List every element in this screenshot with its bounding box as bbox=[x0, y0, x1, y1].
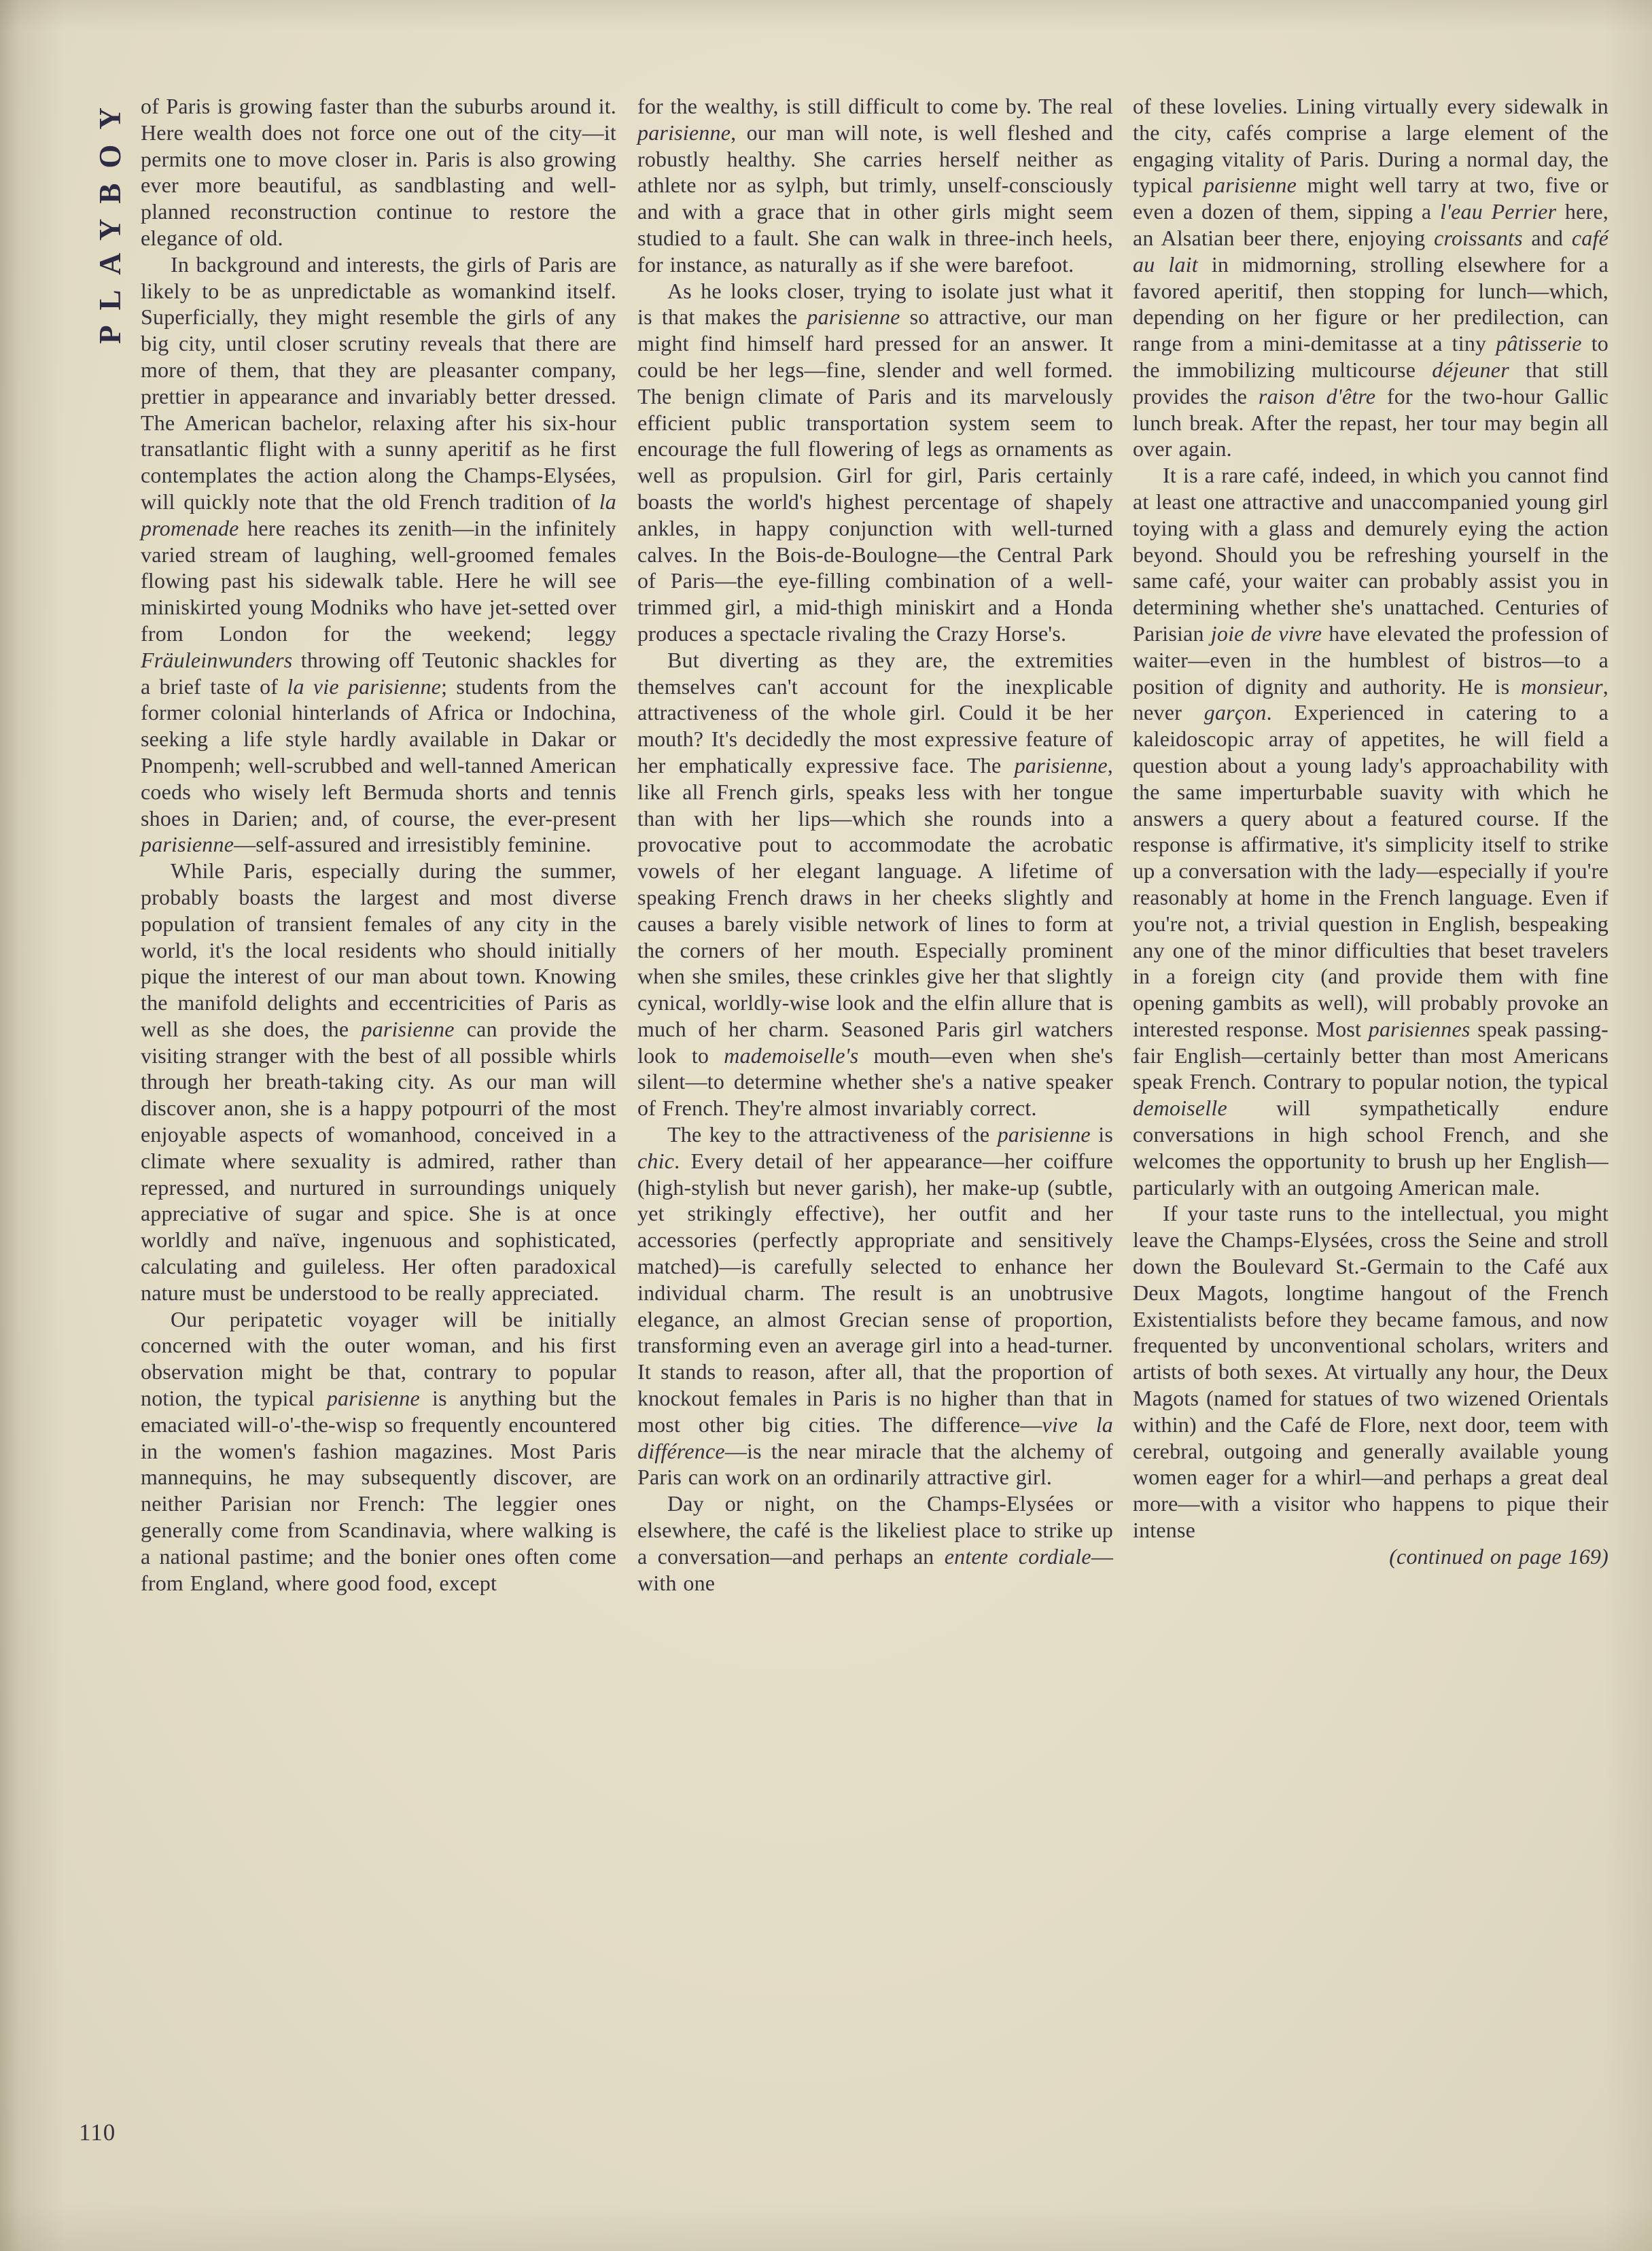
paragraph bbox=[637, 1121, 1113, 1490]
text-segment: in midmorning, strolling elsewhere for a favored aperitif, then stopping for lunch—which, depending on her figure or her predilection, can range from a mini-demitasse at a tiny bbox=[1133, 251, 1609, 356]
text-segment: It is a rare café, indeed, in which you cannot find at least one attractive and unaccompanied young girl toying with a glass and demurely eying the action beyond. Should you be refreshing yourself in the same café, your waiter can probably assist you in determining whether she's unattached. Centuries of Parisian bbox=[1133, 463, 1609, 646]
text-segment: déjeuner bbox=[1432, 357, 1509, 382]
text-segment: demoiselle bbox=[1133, 1096, 1227, 1121]
text-segment: Fräuleinwunders bbox=[141, 647, 293, 672]
text-segment: for the two-hour Gallic lunch break. After the repast, her tour may begin all over again. bbox=[1133, 383, 1609, 461]
text-segment: Day or night, on the Champs-Elysées or elsewhere, the café is the likeliest place to strike up a conversation—and perhaps an bbox=[637, 1491, 1113, 1569]
text-segment: But diverting as they are, the extremities themselves can't account for the inexplicable attractiveness of the whole girl. Could it be her mouth? It's decidedly the most expressive feature of her emphatically expressive face. The bbox=[637, 647, 1113, 778]
paragraph bbox=[141, 858, 616, 1306]
text-segment: is bbox=[1090, 1122, 1113, 1147]
paragraph bbox=[1133, 1200, 1609, 1543]
paragraph bbox=[1133, 93, 1609, 462]
text-segment: café au lait bbox=[1133, 225, 1609, 277]
text-segment: monsieur bbox=[1521, 674, 1603, 699]
text-segment: of these lovelies. Lining virtually every sidewalk in the city, cafés comprise a large element of the engaging vitality of Paris. During a normal day, the typical bbox=[1133, 94, 1609, 198]
magazine-spine-label: PLAYBOY bbox=[93, 92, 127, 344]
text-segment: , our man will note, is well fleshed and robustly healthy. She carries herself neither as athlete nor as sylph, but trimly, unself-consciously and with a grace that in other girls might seem studied to a fault. She can walk in three-inch heels, for instance, as naturally as if she were barefoot. bbox=[637, 120, 1113, 277]
text-segment: parisiennes bbox=[1368, 1016, 1471, 1041]
text-segment: parisienne bbox=[637, 120, 731, 145]
paragraph bbox=[637, 1490, 1113, 1596]
text-segment: pâtisserie bbox=[1496, 331, 1582, 356]
text-segment: parisienne bbox=[807, 304, 900, 330]
text-segment: —is the near miracle that the alchemy of Paris can work on an ordinarily attractive girl. bbox=[637, 1438, 1113, 1490]
text-segment: If your taste runs to the intellectual, you might leave the Champs-Elysées, cross the Seine and stroll down the Boulevard St.-Germain to the Café aux Deux Magots, longtime hangout of the French Existentialists before they became famous, and now frequented by unconventional scholars, writers and artists of both sexes. At virtually any hour, the Deux Magots (named for statues of two wizened Orientals within) and the Café de Flore, next door, teem with cerebral, outgoing and generally available young women eager for a whirl—and perhaps a great deal more—with a visitor who happens to pique their intense bbox=[1133, 1201, 1609, 1543]
text-segment: throwing off Teutonic shackles for a brief taste of bbox=[141, 647, 616, 699]
text-segment: mademoiselle's bbox=[724, 1043, 859, 1068]
text-segment: l'eau Perrier bbox=[1439, 199, 1557, 224]
text-segment: In background and interests, the girls of Paris are likely to be as unpredictable as womankind itself. Superficially, they might resemble the girls of any big city, until closer scrutiny reveals that there are more of them, that they are pleasanter company, prettier in appearance and invariably better dressed. The American bachelor, relaxing after his six-hour transatlantic flight with a sunny aperitif as he first contemplates the action along the Champs-Elysées, will quickly note that the old French tradition of bbox=[141, 251, 616, 514]
paragraph bbox=[637, 278, 1113, 647]
text-segment: for the wealthy, is still difficult to come by. The real bbox=[637, 94, 1113, 118]
text-segment: here, an Alsatian beer there, enjoying bbox=[1133, 199, 1609, 250]
text-segment: raison d'être bbox=[1258, 383, 1376, 408]
page-number: 110 bbox=[79, 2119, 116, 2146]
paragraph bbox=[637, 647, 1113, 1121]
text-segment: While Paris, especially during the summer, probably boasts the largest and most diverse population of transient females of any city in the world, it's the local residents who should initially pique the interest of our man about town. Knowing the manifold delights and eccentricities of Paris as well as she does, the bbox=[141, 858, 616, 1041]
text-segment: parisienne bbox=[1203, 173, 1297, 198]
text-segment: so attractive, our man might find himself hard pressed for an answer. It could be her legs—fine, slender and well formed. The benign climate of Paris and its marvelously efficient public transportation system seem to encourage the full flowering of legs as ornaments as well as propulsion. Girl for girl, Paris certainly boasts the world's highest percentage of shapely ankles, in happy conjunction with well-turned calves. In the Bois-de-Boulogne—the Central Park of Paris—the eye-filling combination of a well-trimmed girl, a mid-thigh miniskirt and a Honda produces a spectacle rivaling the Crazy Horse's. bbox=[637, 304, 1113, 646]
paragraph bbox=[637, 93, 1113, 278]
text-segment: parisienne bbox=[1014, 752, 1108, 778]
text-segment: here reaches its zenith—in the infinitely varied stream of laughing, well-groomed females flowing past his sidewalk table. Here he will see miniskirted young Modniks who have jet-setted over from London for the weekend; leggy bbox=[141, 515, 616, 646]
text-segment: of Paris is growing faster than the suburbs around it. Here wealth does not force one out of the city—it permits one to move closer in. Paris is also growing ever more beautiful, as sandblasting and well-planned reconstruction continue to restore the elegance of old. bbox=[141, 94, 616, 250]
text-segment: to the immobilizing multicourse bbox=[1133, 331, 1609, 382]
text-segment: speak passing-fair English—certainly better than most Americans speak French. Contrary to popular notion, the typical bbox=[1133, 1016, 1609, 1094]
text-segment: and bbox=[1522, 225, 1572, 250]
paragraph bbox=[141, 93, 616, 251]
text-segment: . Experienced in catering to a kaleidoscopic array of appetites, he will field a question about a young lady's approachability with the same imperturbable suavity with which he answers a query about a featured course. If the response is affirmative, it's simplicity itself to strike up a conversation with the lady—especially if you're reasonably at home in the French language. Even if you're not, a trivial question in English, bespeaking any one of the minor difficulties that beset travelers in a foreign city (and provide them with fine opening gambits as well), will probably provoke an interested response. Most bbox=[1133, 700, 1609, 1041]
text-segment: that still provides the bbox=[1133, 357, 1609, 408]
continuation-note bbox=[1133, 1543, 1609, 1570]
text-segment: have elevated the profession of waiter—even in the humblest of bistros—to a position of dignity and authority. He is bbox=[1133, 621, 1609, 699]
text-segment: parisienne bbox=[141, 832, 234, 857]
text-segment: . Every detail of her appearance—her coiffure (high-stylish but never garish), her make-up (subtle, yet strikingly effective), her outfit and her accessories (perfectly appropriate and sensitively matched)—is carefully selected to enhance her individual charm. The result is an unobtrusive elegance, an almost Grecian sense of proportion, transforming even an average girl into a head-turner. It stands to reason, after all, that the proportion of knockout females in Paris is no higher than that in most other big cities. The difference— bbox=[637, 1148, 1113, 1437]
text-segment: The key to the attractiveness of the bbox=[667, 1122, 998, 1147]
text-segment: vive la différence bbox=[637, 1412, 1113, 1463]
text-segment: chic bbox=[637, 1148, 675, 1173]
text-segment: , like all French girls, speaks less with her tongue than with her lips—which she rounds into a provocative pout to accommodate the acrobatic vowels of her elegant language. A lifetime of speaking French draws in her cheeks slightly and causes a barely visible network of lines to form at the corners of her mouth. Especially prominent when she smiles, these crinkles give her that slightly cynical, worldly-wise look and the elfin allure that is much of her charm. Seasoned Paris girl watchers look to bbox=[637, 752, 1113, 1068]
text-segment: parisienne bbox=[997, 1122, 1091, 1147]
text-segment: Our peripatetic voyager will be initially concerned with the outer woman, and his first observation might be that, contrary to popular notion, the typical bbox=[141, 1306, 616, 1411]
text-segment: parisienne bbox=[361, 1016, 455, 1041]
text-column-2 bbox=[637, 93, 1113, 1596]
text-segment: As he looks closer, trying to isolate just what it is that makes the bbox=[637, 278, 1113, 330]
text-segment: —self-assured and irresistibly feminine. bbox=[234, 832, 592, 857]
paragraph bbox=[1133, 462, 1609, 1200]
text-segment: parisienne bbox=[326, 1386, 420, 1411]
text-segment: mouth—even when she's silent—to determine whether she's a native speaker of French. They're almost invariably correct. bbox=[637, 1043, 1113, 1121]
text-segment: croissants bbox=[1434, 225, 1523, 250]
text-segment: might well tarry at two, five or even a dozen of them, sipping a bbox=[1133, 173, 1609, 224]
text-segment: la vie parisienne bbox=[287, 674, 442, 699]
text-segment: —with one bbox=[637, 1543, 1114, 1595]
paragraph bbox=[141, 1306, 616, 1596]
text-segment: will sympathetically endure conversations in high school French, and she welcomes the opportunity to brush up her English—particularly with an outgoing American male. bbox=[1133, 1096, 1609, 1200]
text-segment: can provide the visiting stranger with the best of all possible whirls through her breath-taking city. As our man will discover anon, she is a happy potpourri of the most enjoyable aspects of womanhood, conceived in a climate where sexuality is admired, rather than repressed, and nurtured in surroundings uniquely appreciative of sugar and spice. She is at once worldly and naïve, ingenuous and sophisticated, calculating and guileless. Her often paradoxical nature must be understood to be really appreciated. bbox=[141, 1016, 617, 1305]
text-segment: (continued on page 169) bbox=[1389, 1543, 1609, 1569]
paragraph bbox=[141, 251, 616, 858]
text-segment: entente cordiale bbox=[944, 1543, 1091, 1569]
text-segment: joie de vivre bbox=[1210, 621, 1322, 646]
text-column-3 bbox=[1133, 93, 1609, 1570]
text-segment: la promenade bbox=[141, 489, 616, 540]
text-segment: is anything but the emaciated will-o'-the-wisp so frequently encountered in the women's fashion magazines. Most Paris mannequins, he may subsequently discover, are neither Parisian nor French: The leggier ones generally come from Scandinavia, where walking is a national pastime; and the bonier ones often come from England, where good food, except bbox=[141, 1386, 617, 1595]
text-segment: ; students from the former colonial hinterlands of Africa or Indochina, seeking a life style hardly available in Dakar or Pnompenh; well-scrubbed and well-tanned American coeds who wisely left Bermuda shorts and tennis shoes in Darien; and, of course, the ever-present bbox=[141, 674, 616, 831]
text-column-1 bbox=[141, 93, 616, 1596]
text-segment: garçon bbox=[1203, 700, 1267, 725]
text-segment: , never bbox=[1133, 674, 1609, 725]
